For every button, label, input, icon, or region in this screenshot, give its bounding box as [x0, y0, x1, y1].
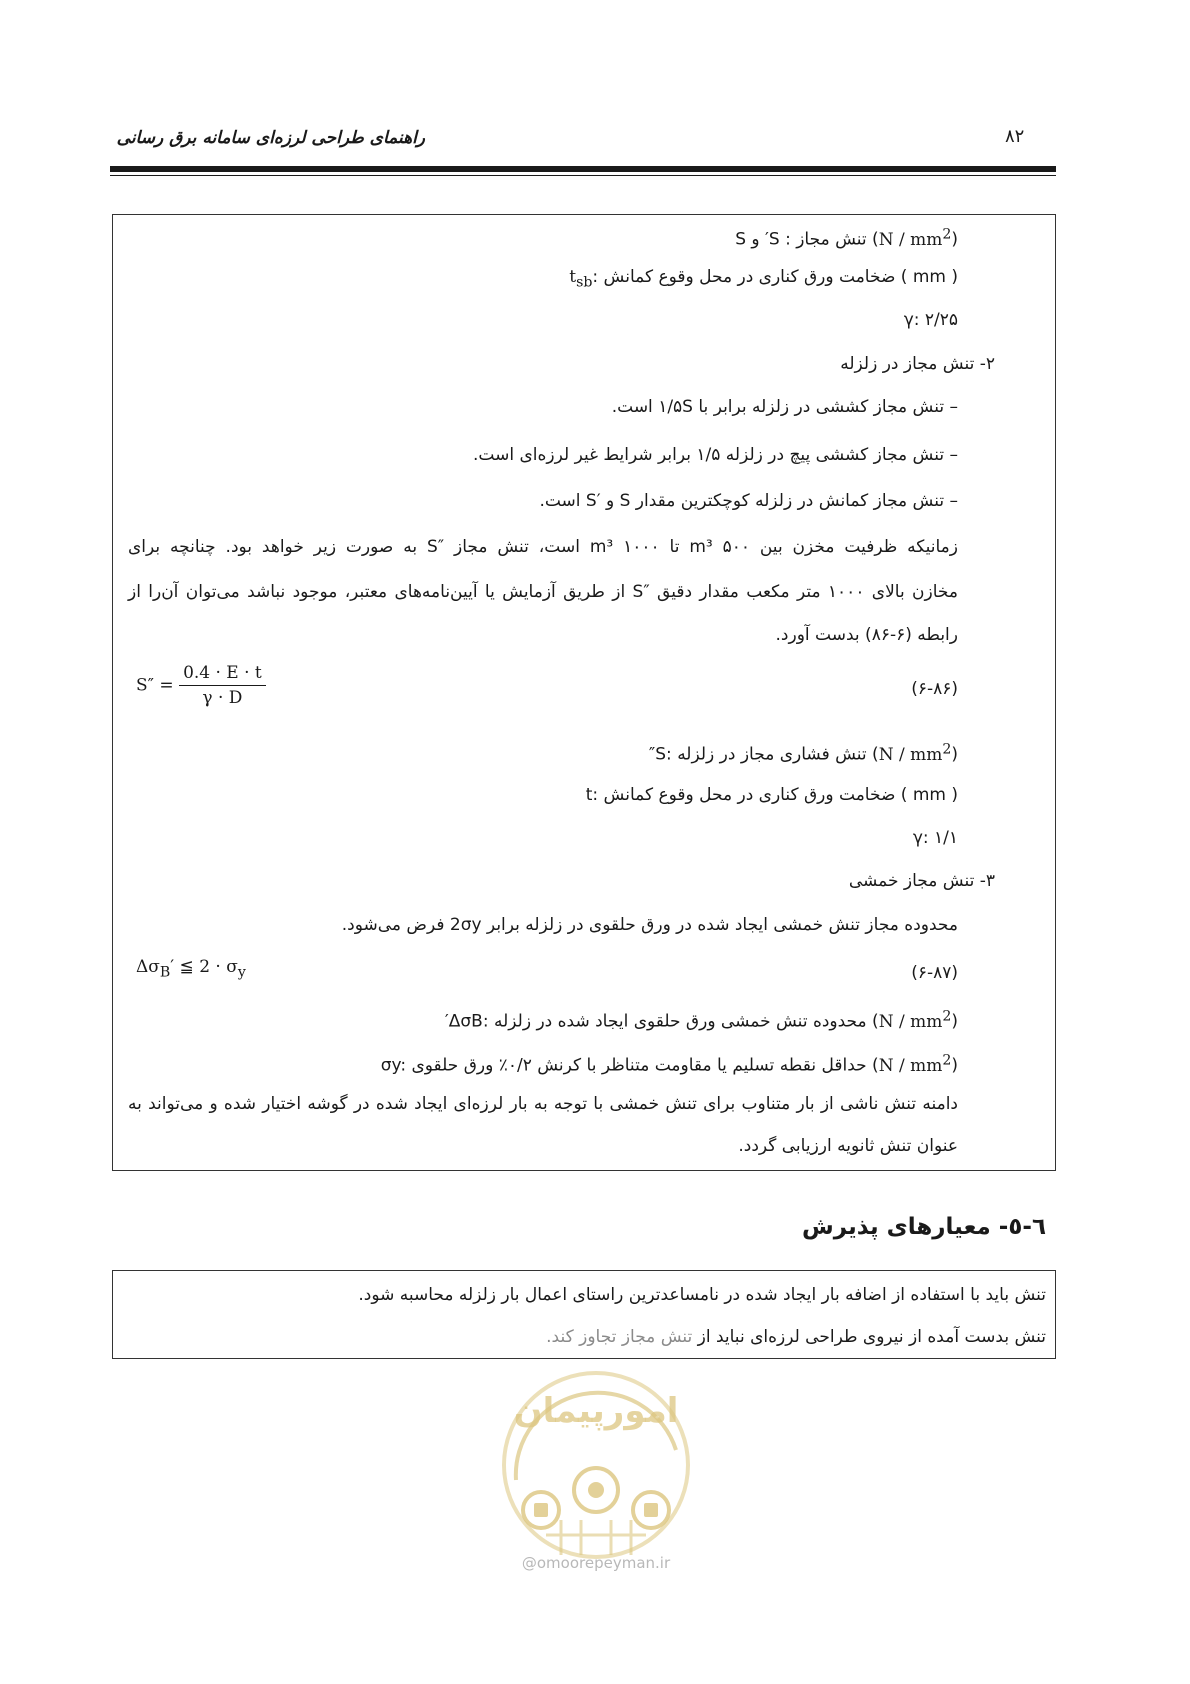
watermark-at-icon: @ [521, 1554, 537, 1572]
definition-sy-unit: N / $mm^2$ [878, 1052, 952, 1076]
definition-s: S و ′S : تنش مجاز $(N / mm^2)$ [735, 226, 958, 250]
gamma-value-1: γ: ۲/۲۵ [903, 310, 958, 330]
definition-tsb [569, 265, 958, 294]
definition-s-text: S و ′S : تنش مجاز ( [735, 229, 879, 250]
acceptance-line-2-main: تنش بدست آمده از نیروی طراحی لرزه‌ای نباید از [697, 1327, 1046, 1347]
section-heading-acceptance-criteria: ٦-٥- معیارهای پذیرش [802, 1214, 1046, 1240]
acceptance-line-1: تنش باید با استفاده از اضافه بار ایجاد شده در نامساعدترین راستای اعمال بار زلزله محاسبه شود. [358, 1285, 1046, 1305]
watermark-seal-icon [486, 1360, 706, 1575]
definition-dsb-text: ′ΔσB: محدوده تنش خمشی ورق حلقوی ایجاد شده در زلزله ( [444, 1011, 879, 1032]
definition-sigma-y: σy: حداقل نقطه تسلیم یا مقاومت متناظر با کرنش ۰/۲٪ ورق حلقوی $(N / mm^2)$ [380, 1052, 958, 1076]
page-number: ۸۲ [1005, 126, 1025, 147]
header-rule-thin [110, 175, 1056, 176]
paragraph-capacity-line2: مخازن بالای ۱۰۰۰ متر مکعب مقدار دقیق ″S از طریق آزمایش یا آیین‌نامه‌های معتبر، موجود نباشد می‌توان آن‌را از [128, 582, 958, 602]
definition-tsb-text: : ضخامت ورق کناری در محل وقوع کمانش ( mm ) [592, 267, 958, 287]
header-rule-thick [110, 166, 1056, 172]
gamma-value-2: γ: ۱/۱ [912, 828, 958, 848]
bullet-bolt-stress: – تنش مجاز کششی پیچ در زلزله ۱/۵ برابر شرایط غیر لرزه‌ای است. [473, 445, 958, 465]
equation-86-fraction [179, 663, 266, 708]
tsb-symbol: $t_{sb}$ [569, 267, 593, 291]
paragraph-cyclic-line1: دامنه تنش ناشی از بار متناوب برای تنش خمشی با توجه به بار لرزه‌ای ایجاد شده در گوشه اختیار شده و می‌تواند به [128, 1094, 958, 1114]
equation-86 [136, 663, 266, 708]
equation-86-lhs: S″ = [136, 675, 174, 696]
running-header-title: راهنمای طراحی لرزه‌ای سامانه برق رسانی [116, 128, 425, 148]
definition-s2-text: ″S: تنش فشاری مجاز در زلزله ( [648, 744, 879, 765]
definition-dsb-unit: N / $mm^2$ [878, 1008, 952, 1032]
equation-87: $\Delta\sigma_B'$ ≦ $2 \cdot \sigma_y$ [136, 957, 246, 981]
equation-86-numerator: 0.4 · E · t [179, 663, 266, 686]
item-3-text: محدوده مجاز تنش خمشی ایجاد شده در ورق حلقوی در زلزله برابر 2σy فرض می‌شود. [341, 915, 958, 935]
definition-sy-text: σy: حداقل نقطه تسلیم یا مقاومت متناظر با کرنش ۰/۲٪ ورق حلقوی ( [380, 1055, 879, 1076]
acceptance-line-2 [546, 1325, 1046, 1349]
equation-86-label: (۶-۸۶) [911, 679, 958, 699]
paragraph-cyclic-line2: عنوان تنش ثانویه ارزیابی گردد. [738, 1136, 958, 1156]
watermark-logo [486, 1360, 706, 1575]
paragraph-capacity-line3: رابطه (۶-۸۶) بدست آورد. [775, 625, 958, 645]
definition-s-double-prime: ″S: تنش فشاری مجاز در زلزله $(N / mm^2)$ [648, 741, 958, 765]
bullet-buckling-stress: – تنش مجاز کمانش در زلزله کوچکترین مقدار S و ′S است. [539, 491, 958, 511]
definition-delta-sigma-b: ′ΔσB: محدوده تنش خمشی ورق حلقوی ایجاد شده در زلزله $(N / mm^2)$ [444, 1008, 958, 1032]
watermark-url: @omoorepeyman.ir [521, 1554, 671, 1572]
equation-86-denominator: γ · D [202, 688, 243, 708]
definition-s2-unit: N / $mm^2$ [878, 741, 952, 765]
paragraph-capacity-line1: زمانیکه ظرفیت مخزن بین ۵۰۰ m³ تا ۱۰۰۰ m³ است، تنش مجاز ″S به صورت زیر خواهد بود. چنانچه برای [128, 537, 958, 557]
definition-s-unit: N / $mm^2$ [878, 226, 952, 250]
item-2-title: ۲- تنش مجاز در زلزله [840, 354, 995, 374]
acceptance-line-2-faded: تنش مجاز تجاوز کند. [546, 1327, 693, 1347]
definition-t: t: ضخامت ورق کناری در محل وقوع کمانش ( mm ) [585, 785, 958, 805]
bullet-tensile-stress: – تنش مجاز کششی در زلزله برابر با ۱/۵S است. [611, 397, 958, 417]
equation-87-label: (۶-۸۷) [911, 963, 958, 983]
watermark-logo-text: امورپیمان [513, 1391, 679, 1431]
item-3-title: ۳- تنش مجاز خمشی [848, 871, 995, 891]
